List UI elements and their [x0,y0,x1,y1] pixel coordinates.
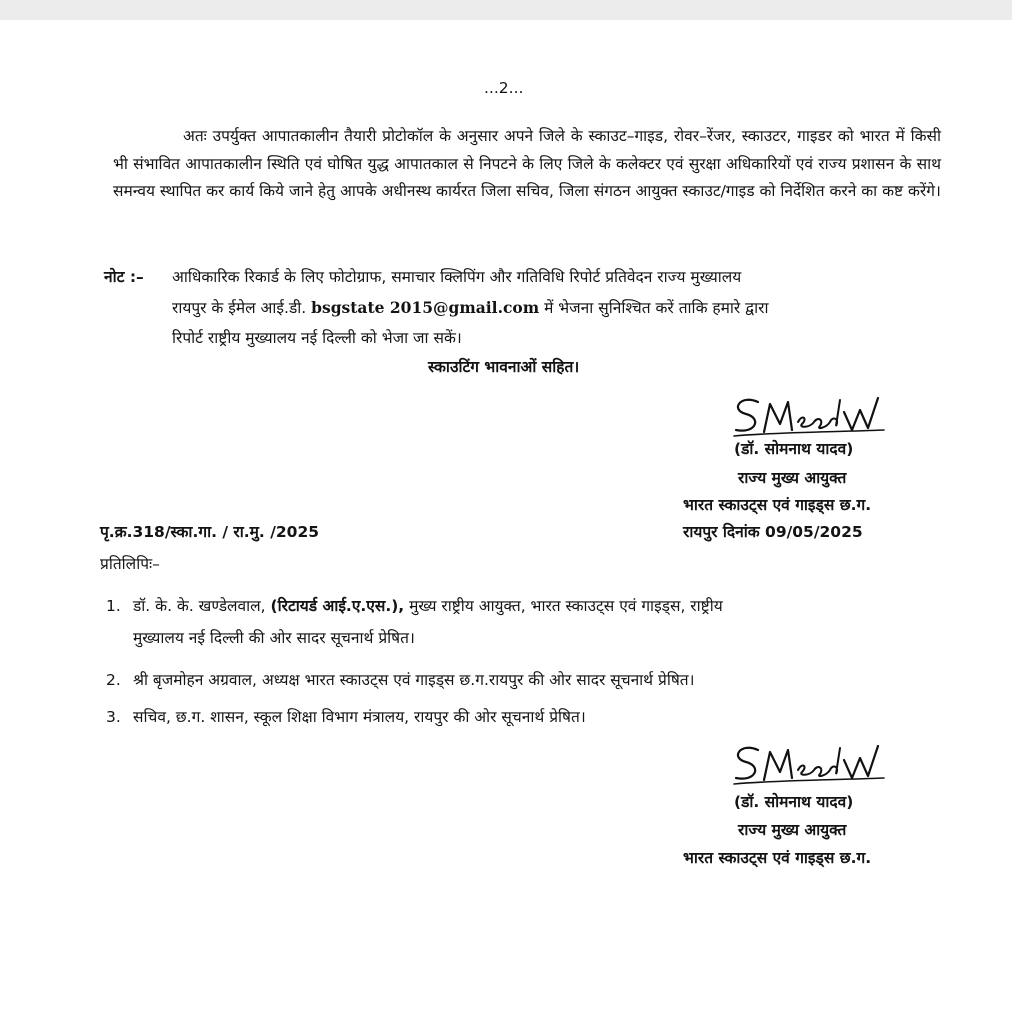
main-paragraph-text: अतः उपर्युक्त आपातकालीन तैयारी प्रोटोकॉल के अनुसार अपने जिले के स्काउट–गाइड, रोवर–रेंजर, स्काउटर, गाइडर को भारत में किसी भी संभावित आपातकालीन स्थिति एवं घोषित युद्ध आपातकाल से निपटने के लिए जिले के कलेक्टर एवं सुरक्षा अधिकारियों एवं राज्य प्रशासन के साथ समन्वय स्थापित कर कार्य किये जाने हेतु आपके अधीनस्थ कार्यरत जिला सचिव, जिला संगठन आयुक्त स्काउट/गाइड को निर्देशित करने का कष्ट करेंगे। [113,127,941,200]
note-email: bsgstate 2015@gmail.com [311,298,540,317]
place-date: रायपुर दिनांक 09/05/2025 [683,523,863,541]
note-line-3: रिपोर्ट राष्ट्रीय मुख्यालय नई दिल्ली को भेजा जा सकें। [172,329,462,347]
signatory-name-1: (डॉ. सोमनाथ यादव) [734,440,854,458]
copy-item-1-bold: (रिटायर्ड आई.ए.एस.), [270,597,405,615]
signatory-name-2: (डॉ. सोमनाथ यादव) [734,793,854,811]
copy-item-1-before: डॉ. के. के. खण्डेलवाल, [133,597,266,615]
copy-item-1-after: मुख्य राष्ट्रीय आयुक्त, भारत स्काउट्स एवं गाइड्स, राष्ट्रीय [409,597,723,615]
note-line-2-after: में भेजना सुनिश्चित करें ताकि हमारे द्वारा [544,299,769,317]
copy-item-3-text: सचिव, छ.ग. शासन, स्कूल शिक्षा विभाग मंत्रालय, रायपुर की ओर सूचनार्थ प्रेषित। [133,708,586,726]
signatory-designation-2: राज्य मुख्य आयुक्त [738,821,847,839]
note-line-1: आधिकारिक रिकार्ड के लिए फोटोग्राफ, समाचार क्लिपिंग और गतिविधि रिपोर्ट प्रतिवेदन राज्य मुख्यालय [172,268,742,286]
top-scroll-bar [0,0,1012,20]
handwritten-signature-icon [728,392,888,440]
reference-number: पृ.क्र.318/स्का.गा. / रा.मु. /2025 [100,523,320,541]
copy-item-1-line-1 [133,594,723,618]
handwritten-signature-icon [728,740,888,788]
signature-2 [728,740,888,788]
note-label: नोट :– [104,268,144,286]
closing-salutation: स्काउटिंग भावनाओं सहित। [428,358,580,376]
copy-item-1-line-2: मुख्यालय नई दिल्ली की ओर सादर सूचनार्थ प्रेषित। [133,629,415,647]
signatory-organization-2: भारत स्काउट्स एवं गाइड्स छ.ग. [683,849,872,867]
signatory-organization-1: भारत स्काउट्स एवं गाइड्स छ.ग. [683,496,872,514]
copy-item-2-text: श्री बृजमोहन अग्रवाल, अध्यक्ष भारत स्काउट्स एवं गाइड्स छ.ग.रायपुर की ओर सादर सूचनार्थ प्रेषित। [133,671,695,689]
signature-1 [728,392,888,440]
copy-item-3-number: 3. [106,708,121,726]
note-line-2-before: रायपुर के ईमेल आई.डी. [172,299,307,317]
copy-item-1-number: 1. [106,597,121,615]
copy-item-2-number: 2. [106,671,121,689]
main-paragraph [113,123,941,206]
signatory-designation-1: राज्य मुख्य आयुक्त [738,469,847,487]
page-number: ...2... [484,79,524,97]
copy-to-heading: प्रतिलिपिः– [100,555,160,573]
note-line-2 [172,296,768,320]
